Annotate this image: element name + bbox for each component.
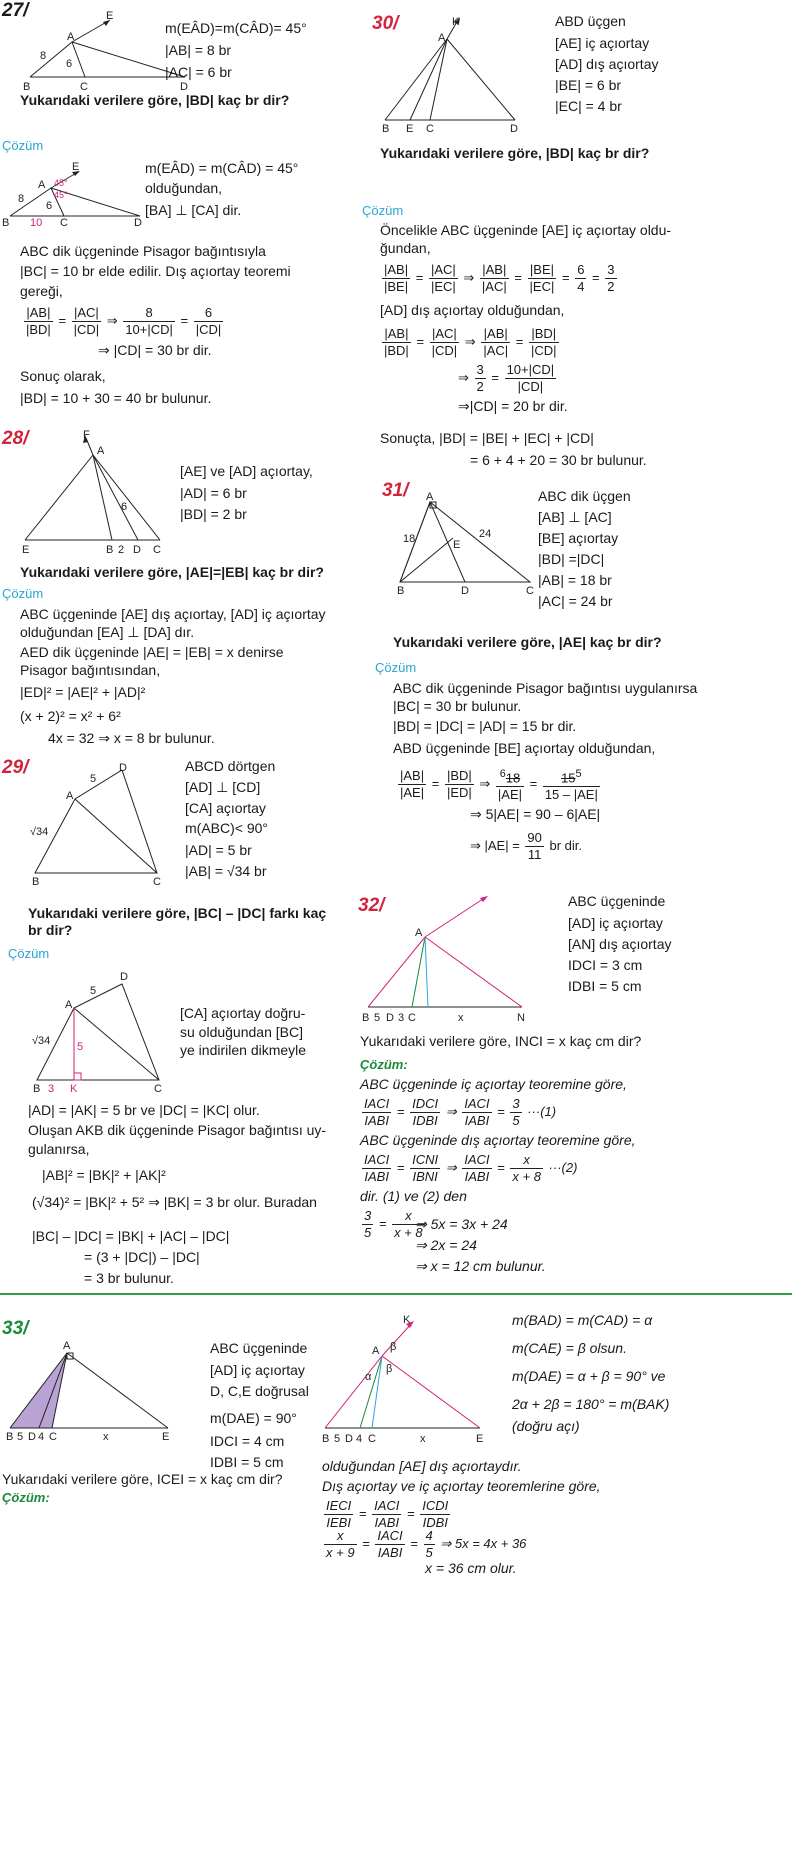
problem-29-side-2: su olduğundan [BC]	[180, 1024, 303, 1040]
fig29s-label-D: D	[120, 971, 128, 983]
fig31-label-E: E	[453, 539, 461, 551]
fig32-label-D: D	[386, 1012, 394, 1024]
problem-30-line-2: ğundan,	[380, 240, 431, 256]
fig27s-label-ac: 6	[46, 200, 53, 212]
section-divider	[0, 1293, 792, 1295]
problem-33-question: Yukarıdaki verilere göre, ICEI = x kaç cm dir?	[2, 1471, 283, 1487]
fig33s-label-alpha: α	[365, 1371, 372, 1383]
fig33s-label-D: D	[345, 1433, 353, 1445]
problem-28-line-6: (x + 2)² = x² + 6²	[20, 708, 121, 724]
fig28-label-D: D	[133, 544, 141, 556]
fig29-label-A: A	[66, 790, 74, 802]
problem-33-solution-label: Çözüm:	[2, 1490, 50, 1505]
fig30-label-K: K	[452, 16, 460, 28]
problem-30-figure	[380, 15, 550, 135]
problem-30-line-5: Sonuçta, |BD| = |BE| + |EC| + |CD|	[380, 430, 594, 446]
problem-31-line-5: ⇒ 5|AE| = 90 – 6|AE|	[470, 806, 601, 822]
fig33s-label-x: x	[420, 1433, 426, 1445]
problem-30-given-2: [AE] iç açıortay	[555, 35, 650, 51]
fig29s-label-K: K	[70, 1083, 78, 1095]
problem-27-sol-given-3: [BA] ⊥ [CA] dir.	[145, 202, 242, 218]
problem-31-figure	[395, 490, 555, 600]
problem-32-line-1: ABC üçgeninde iç açıortay teoremine göre,	[360, 1076, 627, 1092]
problem-30-line-4: ⇒|CD| = 20 br dir.	[458, 398, 568, 414]
fig31-label-C: C	[526, 585, 534, 597]
problem-27-sol-given-2: olduğundan,	[145, 180, 223, 196]
problem-30-given-1: ABD üçgen	[555, 13, 626, 29]
fig32-label-A: A	[415, 927, 423, 939]
problem-29-side-3: ye indirilen dikmeyle	[180, 1042, 307, 1058]
problem-33-given-3: D, C,E doğrusal	[210, 1383, 309, 1399]
problem-27-solution-label: Çözüm	[2, 138, 44, 153]
problem-32-line-3: dir. (1) ve (2) den	[360, 1188, 467, 1204]
problem-31-given-3: [BE] açıortay	[538, 530, 619, 546]
fig27s-label-B: B	[2, 217, 10, 229]
problem-27-question: Yukarıdaki verilere göre, |BD| kaç br dir?	[20, 92, 290, 108]
problem-29-number: 29/	[2, 757, 29, 778]
problem-31-given-5: |AB| = 18 br	[538, 572, 612, 588]
fig27s-label-E: E	[72, 161, 80, 173]
problem-29-given-6: |AB| = √34 br	[185, 863, 267, 879]
fig31-label-A: A	[426, 491, 434, 503]
fig33-label-5: 5	[17, 1431, 24, 1443]
problem-29-eq-4: = (3 + |DC|) – |DC|	[84, 1249, 200, 1265]
problem-32-line-4: ⇒ 5x = 3x + 24	[415, 1216, 508, 1232]
problem-33-given-4: m(DAE) = 90°	[210, 1410, 297, 1426]
fig33-label-4: 4	[38, 1431, 45, 1443]
problem-30-given-5: |EC| = 4 br	[555, 98, 622, 114]
problem-33-given-5: IDCI = 4 cm	[210, 1433, 285, 1449]
problem-32-given-4: IDCI = 3 cm	[568, 957, 643, 973]
problem-31-line-2: |BC| = 30 br bulunur.	[393, 698, 522, 714]
problem-28-solution-label: Çözüm	[2, 586, 44, 601]
problem-33-given-1: ABC üçgeninde	[210, 1340, 308, 1356]
problem-28-given-2: |AD| = 6 br	[180, 485, 247, 501]
problem-31-number: 31/	[382, 480, 409, 501]
problem-28-line-3: AED dik üçgeninde |AE| = |EB| = x denirse	[20, 644, 284, 660]
problem-32-solution-label: Çözüm:	[360, 1057, 408, 1072]
fig33s-label-beta-2: β	[386, 1363, 393, 1375]
problem-28-line-1: ABC üçgeninde [AE] dış açıortay, [AD] iç açıortay	[20, 606, 326, 622]
problem-29-side-1: [CA] açıortay doğru-	[180, 1005, 306, 1021]
problem-32-ratio-2: IACI IABI = ICNI IBNI ⇒ IACI IABI = $\frac{x}{x + 8}$ ···(2)	[364, 1152, 578, 1184]
problem-27-result: ⇒ |CD| = 30 br dir.	[98, 342, 212, 358]
problem-29-question-2: br dir?	[28, 922, 73, 938]
problem-28-line-2: olduğundan [EA] ⊥ [DA] dır.	[20, 624, 195, 640]
problem-33-right-given-4: 2α + 2β = 180° = m(BAK)	[512, 1396, 670, 1412]
fig33s-label-C: C	[368, 1433, 376, 1445]
problem-29-eq-5: = 3 br bulunur.	[84, 1270, 174, 1286]
fig33-label-E: E	[162, 1431, 170, 1443]
fig27-label-D: D	[180, 81, 188, 93]
problem-31-solution-label: Çözüm	[375, 660, 417, 675]
fig30-label-D: D	[510, 123, 518, 135]
fig29s-label-C: C	[154, 1083, 162, 1095]
problem-30-ratio-1: $\frac{|AB|}{|BE|}$ = $\frac{|AC|}{|EC|}$ ⇒ $\frac{|AB|}{|AC|}$ = $\frac{|BE|}{|EC|}$ = $\frac{6}{4}$ = $\frac{3}{2}$	[384, 262, 615, 294]
problem-32-line-6: ⇒ x = 12 cm bulunur.	[415, 1258, 546, 1274]
problem-30-solution-label: Çözüm	[362, 203, 404, 218]
problem-33-right-given-5: (doğru açı)	[512, 1418, 580, 1434]
problem-33-line-2: Dış açıortay ve iç açıortay teoremlerine göre,	[322, 1478, 601, 1494]
problem-28-figure	[20, 429, 190, 556]
problem-32-line-5: ⇒ 2x = 24	[415, 1237, 477, 1253]
fig33s-label-K: K	[403, 1314, 411, 1326]
fig27s-label-ab: 8	[18, 193, 25, 205]
problem-31-given-2: [AB] ⊥ [AC]	[538, 509, 612, 525]
fig29-label-B: B	[32, 876, 40, 888]
problem-33-ratio-2: $\frac{x}{x + 9}$ = IACI IABI = $\frac{4}{5}$ ⇒ 5x = 4x + 36	[326, 1528, 527, 1560]
problem-30-given-3: [AD] dış açıortay	[555, 56, 659, 72]
fig27s-label-bc: 10	[30, 217, 43, 229]
fig31-label-18: 18	[403, 533, 416, 545]
problem-29-eq-1: |AB|² = |BK|² + |AK|²	[42, 1167, 166, 1183]
fig28-label-E: E	[22, 544, 30, 556]
problem-32-ratio-1: IACI IABI = IDCI IDBI ⇒ IACI IABI = $\frac{3}{5}$ ···(1)	[364, 1096, 557, 1128]
problem-31-line-3: |BD| = |DC| = |AD| = 15 br dir.	[393, 718, 577, 734]
fig31-label-D: D	[461, 585, 469, 597]
fig28-label-C: C	[153, 544, 161, 556]
fig29-label-D: D	[119, 762, 127, 774]
problem-28-line-5: |ED|² = |AE|² + |AD|²	[20, 684, 146, 700]
problem-29-line-2: Oluşan AKB dik üçgeninde Pisagor bağıntısı uy-	[28, 1122, 327, 1138]
fig30-label-C: C	[426, 123, 434, 135]
fig28-label-A: A	[97, 445, 105, 457]
fig33s-label-E: E	[476, 1433, 484, 1445]
problem-33-ratio-1: IECI IEBI = IACI IABI = ICDI IDBI	[326, 1498, 449, 1530]
fig28-label-B: B	[106, 544, 114, 556]
problem-33-right-given-3: m(DAE) = α + β = 90° ve	[512, 1368, 666, 1384]
fig27s-angle-1: 45°	[54, 178, 68, 188]
fig29s-label-r34: √34	[32, 1035, 51, 1047]
fig27s-label-D: D	[134, 217, 142, 229]
problem-32-given-5: IDBI = 5 cm	[568, 978, 642, 994]
fig27-label-ac: 6	[66, 58, 73, 70]
fig29-label-5: 5	[90, 773, 97, 785]
fig27-label-A: A	[67, 31, 75, 43]
fig33s-label-beta-1: β	[390, 1341, 397, 1353]
problem-33-right-given-2: m(CAE) = β olsun.	[512, 1340, 627, 1356]
problem-28-line-4: Pisagor bağıntısından,	[20, 662, 161, 678]
problem-29-given-2: [AD] ⊥ [CD]	[185, 779, 261, 795]
problem-31-given-6: |AC| = 24 br	[538, 593, 613, 609]
fig27-label-B: B	[23, 81, 31, 93]
problem-27-line-2: |BC| = 10 br elde edilir. Dış açıortay teoremi	[20, 263, 291, 279]
problem-27-line-1: ABC dik üçgeninde Pisagor bağıntısıyla	[20, 243, 266, 259]
problem-29-figure	[30, 762, 190, 888]
problem-32-figure	[360, 892, 560, 1024]
fig30-label-B: B	[382, 123, 390, 135]
problem-30-line-6: = 6 + 4 + 20 = 30 br bulunur.	[470, 452, 647, 468]
problem-31-given-1: ABC dik üçgen	[538, 488, 631, 504]
problem-33-given-6: IDBI = 5 cm	[210, 1454, 284, 1470]
problem-31-result: ⇒ |AE| = $\frac{90}{11}$ br dir.	[470, 830, 583, 862]
fig27s-angle-2: 45°	[54, 190, 68, 200]
problem-31-line-1: ABC dik üçgeninde Pisagor bağıntısı uygulanırsa	[393, 680, 698, 696]
fig28-label-2: 2	[118, 544, 125, 556]
problem-29-eq-3: |BC| – |DC| = |BK| + |AC| – |DC|	[32, 1228, 230, 1244]
problem-29-given-4: m(ABC)< 90°	[185, 820, 269, 836]
problem-30-question: Yukarıdaki verilere göre, |BD| kaç br dir?	[380, 145, 650, 161]
fig33s-label-5: 5	[334, 1433, 341, 1445]
fig30-label-E: E	[406, 123, 414, 135]
problem-27-sol-given-1: m(EÂD) = m(CÂD) = 45°	[145, 160, 299, 176]
problem-30-given-4: |BE| = 6 br	[555, 77, 622, 93]
fig32-label-N: N	[517, 1012, 525, 1024]
fig27-label-C: C	[80, 81, 88, 93]
fig29-label-r34: √34	[30, 826, 49, 838]
fig29-label-C: C	[153, 876, 161, 888]
fig31-label-24: 24	[479, 528, 492, 540]
problem-32-given-2: [AD] iç açıortay	[568, 915, 663, 931]
problem-31-question: Yukarıdaki verilere göre, |AE| kaç br dir?	[393, 634, 662, 650]
fig32-label-x: x	[458, 1012, 464, 1024]
problem-33-solution-figure	[320, 1314, 510, 1448]
problem-29-given-1: ABCD dörtgen	[185, 758, 276, 774]
problem-33-right-given-1: m(BAD) = m(CAD) = α	[512, 1312, 653, 1328]
fig30-label-A: A	[438, 32, 446, 44]
problem-33-line-1: olduğundan [AE] dış açıortaydır.	[322, 1458, 522, 1474]
problem-33-number: 33/	[2, 1318, 29, 1339]
problem-32-ratio-3: $\frac{3}{5}$ = $\frac{x}{x + 8}$	[364, 1208, 423, 1240]
problem-27-given-3: |AC| = 6 br	[165, 64, 232, 80]
fig33-label-x: x	[103, 1431, 109, 1443]
fig33s-label-4: 4	[356, 1433, 363, 1445]
fig33s-label-B: B	[322, 1433, 330, 1445]
fig32-label-C: C	[408, 1012, 416, 1024]
problem-33-given-2: [AD] iç açıortay	[210, 1362, 305, 1378]
problem-29-given-5: |AD| = 5 br	[185, 842, 252, 858]
fig33-label-C: C	[49, 1431, 57, 1443]
fig33-label-D: D	[28, 1431, 36, 1443]
problem-32-given-1: ABC üçgeninde	[568, 893, 666, 909]
problem-31-line-4: ABD üçgeninde [BE] açıortay olduğundan,	[393, 740, 656, 756]
fig27s-label-C: C	[60, 217, 68, 229]
fig31-label-B: B	[397, 585, 405, 597]
problem-29-eq-2: (√34)² = |BK|² + 5² ⇒ |BK| = 3 br olur. Buradan	[32, 1194, 317, 1210]
problem-27-given-1: m(EÂD)=m(CÂD)= 45°	[165, 20, 307, 36]
fig29s-label-B: B	[33, 1083, 41, 1095]
problem-27-conclusion-1: Sonuç olarak,	[20, 368, 106, 384]
fig29s-label-3: 3	[48, 1083, 55, 1095]
fig29s-label-A: A	[65, 999, 73, 1011]
problem-30-ratio-3: ⇒ $\frac{3}{2}$ = $\frac{10+|CD|}{|CD|}$	[458, 362, 555, 394]
fig28-label-F: F	[83, 429, 90, 441]
problem-28-given-1: [AE] ve [AD] açıortay,	[180, 463, 313, 479]
problem-30-line-3: [AD] dış açıortay olduğundan,	[380, 302, 565, 318]
problem-28-line-7: 4x = 32 ⇒ x = 8 br bulunur.	[48, 730, 215, 746]
problem-27-ratio-eq: $\frac{|AB|}{|BD|}$ = $\frac{|AC|}{|CD|}$ ⇒ $\frac{8}{10+|CD|}$ = $\frac{6}{|CD|}$	[26, 305, 222, 337]
fig33-label-A: A	[63, 1340, 71, 1352]
problem-30-line-1: Öncelikle ABC üçgeninde [AE] iç açıortay oldu-	[380, 222, 672, 238]
fig29s-label-5b: 5	[77, 1041, 84, 1053]
problem-29-solution-label: Çözüm	[8, 946, 50, 961]
problem-30-ratio-2: $\frac{|AB|}{|BD|}$ = $\frac{|AC|}{|CD|}$ ⇒ $\frac{|AB|}{|AC|}$ = $\frac{|BD|}{|CD|}$	[384, 326, 557, 358]
problem-27-line-3: gereği,	[20, 283, 63, 299]
problem-29-line-1: |AD| = |AK| = 5 br ve |DC| = |KC| olur.	[28, 1102, 260, 1118]
problem-28-question: Yukarıdaki verilere göre, |AE|=|EB| kaç br dir?	[20, 564, 324, 580]
problem-29-question-1: Yukarıdaki verilere göre, |BC| – |DC| farkı kaç	[28, 905, 327, 921]
problem-27-conclusion-2: |BD| = 10 + 30 = 40 br bulunur.	[20, 390, 212, 406]
problem-32-line-2: ABC üçgeninde dış açıortay teoremine göre,	[360, 1132, 636, 1148]
problem-27-given-2: |AB| = 8 br	[165, 42, 232, 58]
problem-32-given-3: [AN] dış açıortay	[568, 936, 672, 952]
fig29s-label-5a: 5	[90, 985, 97, 997]
problem-31-ratio: $\frac{|AB|}{|AE|}$ = $\frac{|BD|}{|ED|}$ ⇒ $\frac{^618}{|AE|}$ = $\frac{15^5}{15 - |AE|}$	[400, 768, 598, 803]
fig27-label-ab: 8	[40, 50, 47, 62]
problem-30-number: 30/	[372, 13, 399, 34]
fig33-label-B: B	[6, 1431, 14, 1443]
fig33s-label-A: A	[372, 1345, 380, 1357]
problem-33-figure	[5, 1338, 205, 1468]
problem-27-number: 27/	[2, 0, 29, 21]
fig28-label-6: 6	[121, 501, 128, 513]
problem-33-final: x = 36 cm olur.	[425, 1560, 517, 1576]
fig27-label-E: E	[106, 10, 114, 22]
problem-32-question: Yukarıdaki verilere göre, INCI = x kaç cm dir?	[360, 1033, 642, 1049]
problem-29-solution-figure	[32, 971, 192, 1095]
fig32-label-B: B	[362, 1012, 370, 1024]
problem-31-given-4: |BD| =|DC|	[538, 551, 605, 567]
fig27s-label-A: A	[38, 179, 46, 191]
fig32-label-3: 3	[398, 1012, 405, 1024]
problem-32-number: 32/	[358, 895, 385, 916]
problem-28-given-3: |BD| = 2 br	[180, 506, 247, 522]
problem-29-given-3: [CA] açıortay	[185, 800, 266, 816]
fig32-label-5: 5	[374, 1012, 381, 1024]
problem-28-number: 28/	[2, 428, 29, 449]
problem-29-line-3: gulanırsa,	[28, 1141, 90, 1157]
